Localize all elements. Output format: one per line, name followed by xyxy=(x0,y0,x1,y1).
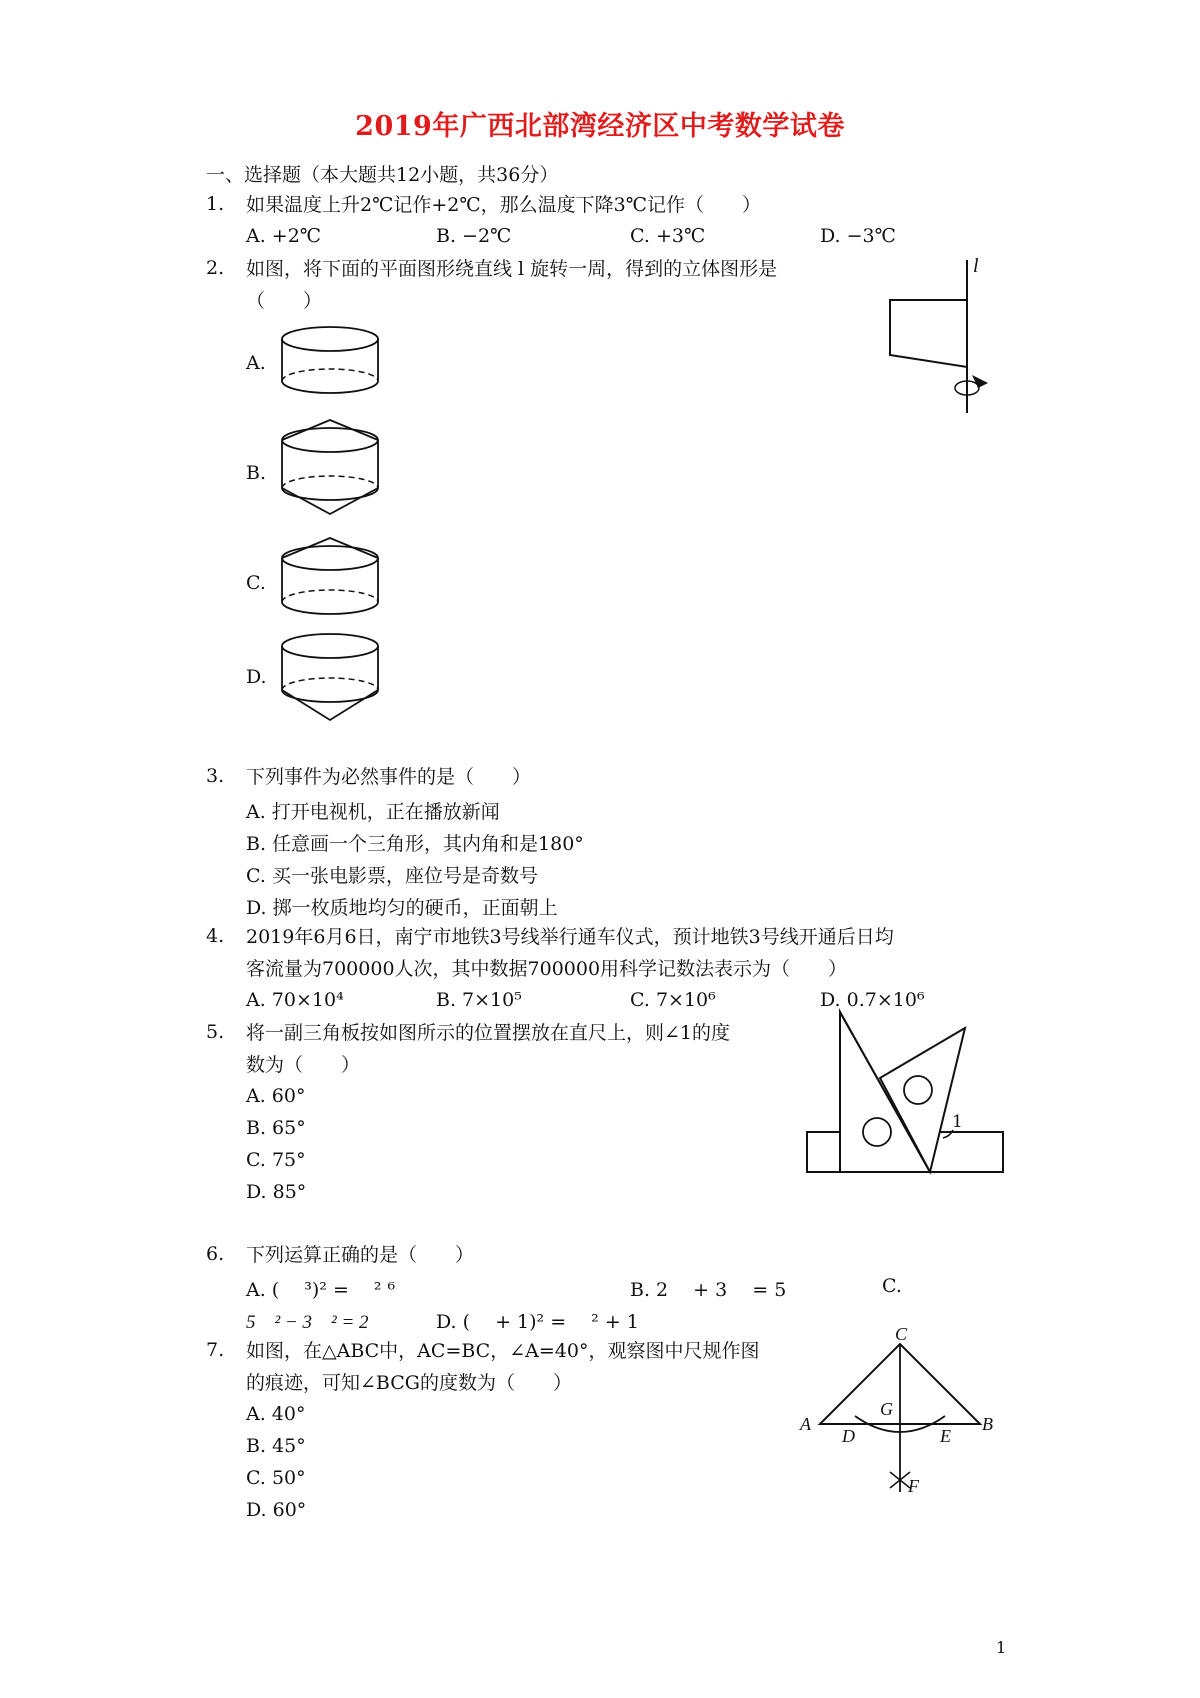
q7-option-b: B. 45° xyxy=(246,1435,306,1457)
q7-point-a: A xyxy=(800,1414,811,1434)
q4-option-d: D. 0.7×10⁶ xyxy=(820,989,925,1011)
q1-option-b: B. −2℃ xyxy=(436,225,512,247)
q3-option-b: B. 任意画一个三角形，其内角和是180° xyxy=(246,833,584,855)
q2-option-a: A. xyxy=(246,352,266,374)
q7-point-b: B xyxy=(982,1414,993,1434)
q2-rotation-figure xyxy=(880,255,1000,415)
q1-option-a: A. +2℃ xyxy=(246,225,322,247)
section-heading: 一、选择题（本大题共12小题，共36分） xyxy=(206,164,559,186)
q5-stem: 将一副三角板按如图所示的位置摆放在直尺上，则∠1的度 xyxy=(246,1022,731,1044)
q4-option-b: B. 7×10⁵ xyxy=(436,989,522,1011)
q5-option-d: D. 85° xyxy=(246,1181,307,1203)
q1-option-d: D. −3℃ xyxy=(820,225,896,247)
q2-option-c: C. xyxy=(246,572,266,594)
q3-stem: 下列事件为必然事件的是（ ） xyxy=(246,766,532,788)
q5-triangle-ruler-figure xyxy=(805,1010,1005,1175)
q2-number: 2. xyxy=(206,257,225,279)
q7-stem: 如图，在△ABC中，AC=BC，∠A=40°，观察图中尺规作图 xyxy=(246,1340,760,1362)
q4-number: 4. xyxy=(206,925,225,947)
q5-stem-cont: 数为（ ） xyxy=(246,1054,361,1076)
q5-number: 5. xyxy=(206,1021,225,1043)
q5-option-c: C. 75° xyxy=(246,1149,306,1171)
q4-option-c: C. 7×10⁶ xyxy=(630,989,716,1011)
q7-stem-cont: 的痕迹，可知∠BCG的度数为（ ） xyxy=(246,1372,572,1394)
q2-option-c-figure xyxy=(280,536,380,626)
q7-point-g: G xyxy=(880,1399,893,1419)
q1-number: 1. xyxy=(206,193,225,215)
q6-option-b: B. 2 + 3 = 5 xyxy=(630,1279,787,1301)
q7-point-d: D xyxy=(842,1426,855,1446)
q2-stem-cont: （ ） xyxy=(246,290,323,312)
q5-option-a: A. 60° xyxy=(246,1085,306,1107)
q7-number: 7. xyxy=(206,1339,225,1361)
q7-point-c: C xyxy=(895,1324,908,1344)
q6-option-c-expr: 5 ² − 3 ² = 2 xyxy=(246,1312,369,1333)
q3-option-c: C. 买一张电影票，座位号是奇数号 xyxy=(246,865,538,887)
page-number: 1 xyxy=(996,1638,1007,1657)
q7-point-f: F xyxy=(908,1476,919,1496)
q2-option-b: B. xyxy=(246,462,267,484)
q2-option-b-figure xyxy=(280,418,380,518)
q3-option-a: A. 打开电视机，正在播放新闻 xyxy=(246,801,500,823)
q4-stem-cont: 客流量为700000人次，其中数据700000用科学记数法表示为（ ） xyxy=(246,958,848,980)
q6-option-a: A. ( ³)² = ² ⁶ xyxy=(246,1279,396,1301)
q3-number: 3. xyxy=(206,765,225,787)
q4-stem: 2019年6月6日，南宁市地铁3号线举行通车仪式，预计地铁3号线开通后日均 xyxy=(246,926,894,948)
q7-option-d: D. 60° xyxy=(246,1499,307,1521)
q7-option-a: A. 40° xyxy=(246,1403,306,1425)
q7-point-e: E xyxy=(940,1426,951,1446)
q2-option-d: D. xyxy=(246,666,267,688)
q2-option-a-figure xyxy=(280,325,380,395)
q6-stem: 下列运算正确的是（ ） xyxy=(246,1244,475,1266)
q2-option-d-figure xyxy=(280,632,380,726)
q1-stem: 如果温度上升2℃记作+2℃，那么温度下降3℃记作（ ） xyxy=(246,194,761,216)
q5-angle-label: 1 xyxy=(952,1112,963,1132)
q6-number: 6. xyxy=(206,1243,225,1265)
q4-option-a: A. 70×10⁴ xyxy=(246,989,344,1011)
q2-axis-label: l xyxy=(973,255,979,277)
q5-option-b: B. 65° xyxy=(246,1117,306,1139)
q7-option-c: C. 50° xyxy=(246,1467,306,1489)
q6-option-d: D. ( + 1)² = ² + 1 xyxy=(436,1311,639,1333)
page-title: 2019年广西北部湾经济区中考数学试卷 xyxy=(355,111,845,142)
q1-option-c: C. +3℃ xyxy=(630,225,706,247)
q7-triangle-figure xyxy=(800,1330,1000,1500)
q3-option-d: D. 掷一枚质地均匀的硬币，正面朝上 xyxy=(246,897,558,919)
q6-option-c: C. xyxy=(882,1275,902,1297)
q2-stem: 如图，将下面的平面图形绕直线 l 旋转一周，得到的立体图形是 xyxy=(246,258,778,280)
